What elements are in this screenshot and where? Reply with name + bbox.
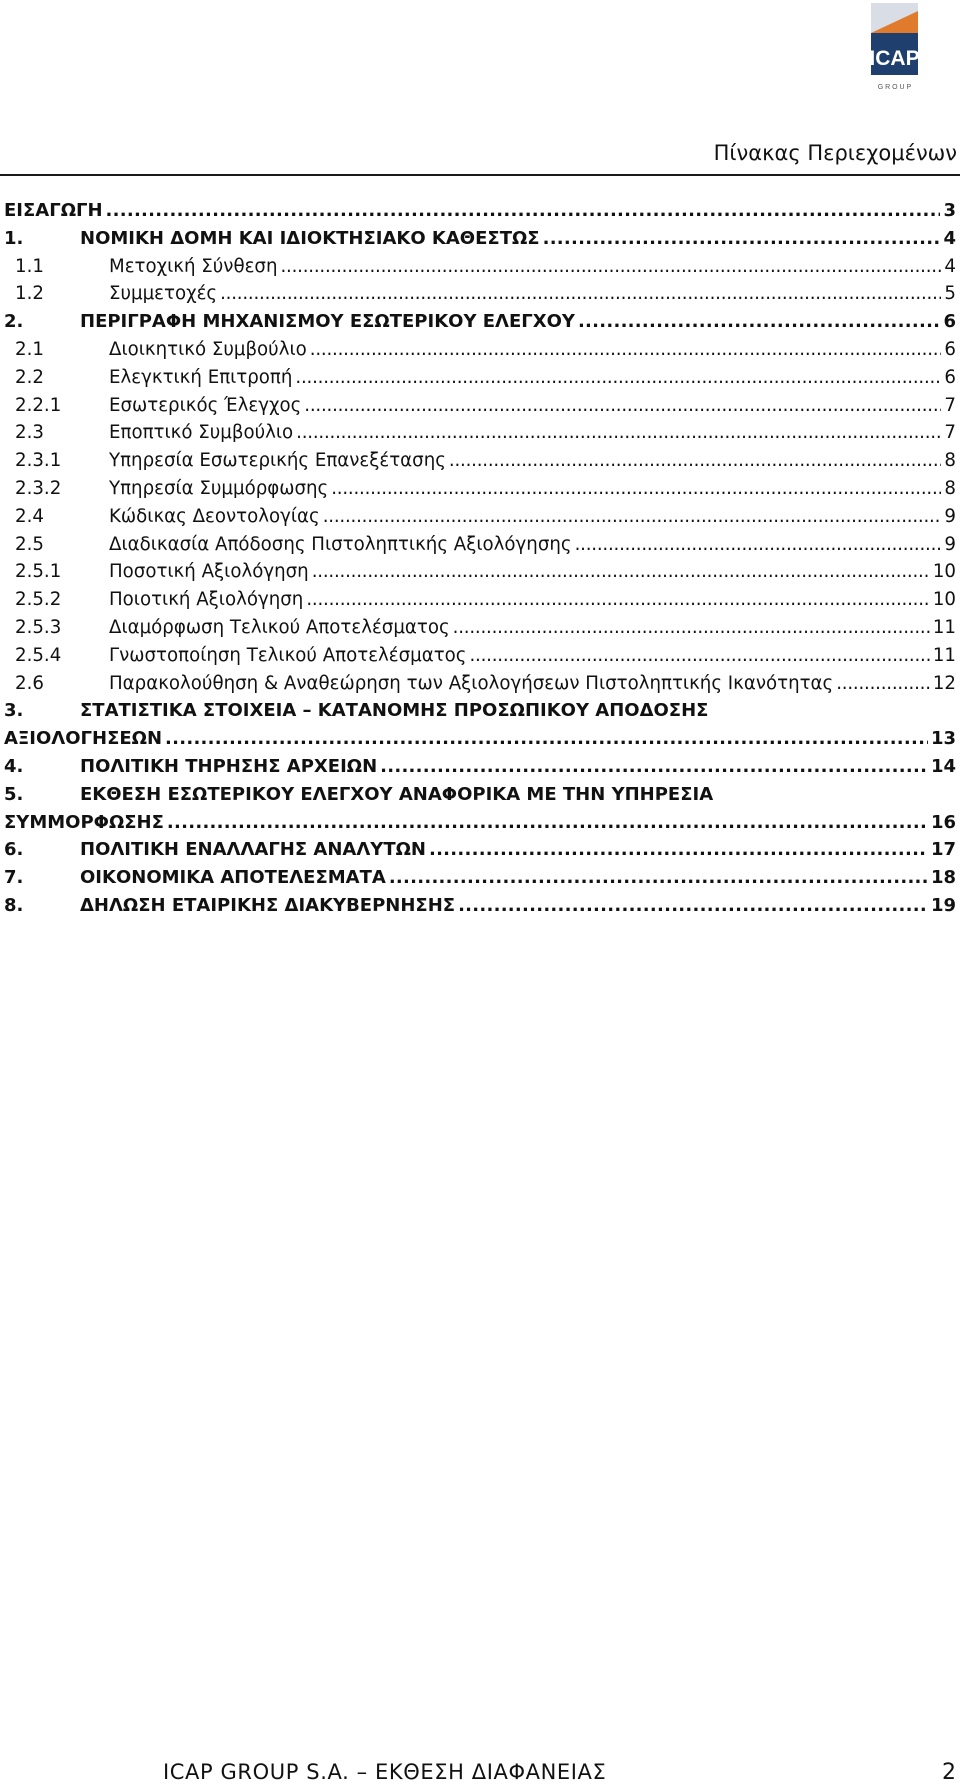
toc-number: 2.	[4, 311, 24, 333]
toc-page: 8	[944, 477, 956, 499]
toc-title: ΠΟΛΙΤΙΚΗ ΤΗΡΗΣΗΣ ΑΡΧΕΙΩΝ	[80, 755, 378, 777]
toc-page: 6	[944, 366, 956, 388]
toc-number: 2.5.4	[15, 644, 62, 666]
toc-number: 2.5	[15, 533, 44, 555]
toc-page: 19	[930, 894, 956, 916]
toc-entry[interactable]	[4, 531, 956, 559]
toc-entry[interactable]	[4, 558, 956, 586]
toc-page: 10	[932, 561, 956, 583]
header-rule	[0, 174, 960, 176]
toc-entry[interactable]	[4, 781, 956, 809]
toc-page: 6	[944, 338, 956, 360]
page-footer	[0, 1760, 960, 1788]
toc-entry[interactable]	[4, 364, 956, 392]
page-title: Πίνακας Περιεχομένων	[713, 141, 957, 165]
toc-title: Υπηρεσία Εσωτερικής Επανεξέτασης	[109, 450, 446, 472]
toc-leader	[306, 586, 930, 614]
toc-number: 8.	[4, 894, 24, 916]
toc-leader	[453, 614, 930, 642]
toc-leader	[280, 253, 941, 281]
toc-entry[interactable]	[4, 197, 956, 225]
toc-title: Διοικητικό Συμβούλιο	[109, 338, 307, 360]
toc-page: 9	[944, 505, 956, 527]
toc-number: 5.	[4, 783, 24, 805]
toc-entry[interactable]	[4, 503, 956, 531]
toc-number: 2.4	[15, 505, 44, 527]
toc-page: 9	[944, 533, 956, 555]
toc-leader	[165, 725, 928, 753]
toc-number: 2.2.1	[15, 394, 62, 416]
toc-title: ΠΟΛΙΤΙΚΗ ΕΝΑΛΛΑΓΗΣ ΑΝΑΛΥΤΩΝ	[80, 839, 426, 861]
toc-number: 2.5.2	[15, 589, 62, 611]
toc-leader	[304, 392, 941, 420]
toc-number: 6.	[4, 839, 24, 861]
toc-leader	[578, 308, 941, 336]
toc-entry[interactable]	[4, 670, 956, 698]
svg-text:G R O U P: G R O U P	[877, 84, 912, 91]
toc-page: 10	[932, 589, 956, 611]
table-of-contents	[4, 197, 956, 920]
toc-page: 4	[944, 255, 956, 277]
toc-page: 13	[930, 728, 956, 750]
toc-leader	[575, 531, 942, 559]
toc-page: 14	[930, 755, 956, 777]
toc-entry[interactable]	[4, 336, 956, 364]
toc-number: 2.5.3	[15, 616, 62, 638]
toc-number: 1.	[4, 227, 24, 249]
toc-entry-continuation[interactable]	[4, 725, 956, 753]
toc-entry[interactable]	[4, 892, 956, 920]
toc-title: Υπηρεσία Συμμόρφωσης	[109, 477, 329, 499]
toc-title: ΝΟΜΙΚΗ ΔΟΜΗ ΚΑΙ ΙΔΙΟΚΤΗΣΙΑΚΟ ΚΑΘΕΣΤΩΣ	[80, 227, 540, 249]
toc-leader	[295, 364, 941, 392]
toc-page: 17	[930, 839, 956, 861]
toc-title: Ποιοτική Αξιολόγηση	[109, 589, 304, 611]
toc-page: 11	[932, 616, 956, 638]
toc-entry[interactable]	[4, 280, 956, 308]
toc-leader	[543, 225, 941, 253]
toc-page: 18	[930, 867, 956, 889]
toc-number: 2.3.2	[15, 477, 62, 499]
toc-number: 2.1	[15, 338, 44, 360]
toc-leader	[312, 558, 930, 586]
toc-leader	[389, 864, 928, 892]
toc-leader	[429, 836, 928, 864]
toc-leader	[220, 280, 941, 308]
toc-title: Ποσοτική Αξιολόγηση	[109, 561, 309, 583]
footer-text: ICAP GROUP S.A. – ΕΚΘΕΣΗ ΔΙΑΦΑΝΕΙΑΣ	[163, 1760, 607, 1784]
icap-logo	[871, 3, 918, 94]
toc-number: 7.	[4, 867, 24, 889]
toc-number: 2.5.1	[15, 561, 62, 583]
toc-leader	[310, 336, 942, 364]
toc-page: 8	[944, 450, 956, 472]
toc-leader	[331, 475, 941, 503]
toc-title: Εποπτικό Συμβούλιο	[109, 422, 294, 444]
toc-page: 6	[943, 311, 956, 333]
toc-entry[interactable]	[4, 864, 956, 892]
toc-page: 4	[943, 227, 956, 249]
toc-page: 16	[930, 811, 956, 833]
toc-entry[interactable]	[4, 447, 956, 475]
toc-leader	[469, 642, 929, 670]
toc-page: 5	[944, 283, 956, 305]
toc-number: 2.3	[15, 422, 44, 444]
toc-title: ΣΤΑΤΙΣΤΙΚΑ ΣΤΟΙΧΕΙΑ – ΚΑΤΑΝΟΜΗΣ ΠΡΟΣΩΠΙΚΟΥ ΑΠΟΔΟΣΗΣ	[80, 700, 709, 722]
toc-leader	[836, 670, 930, 698]
toc-number: 1.1	[15, 255, 44, 277]
toc-page: 7	[944, 422, 956, 444]
toc-entry[interactable]	[4, 225, 956, 253]
toc-title: Συμμετοχές	[109, 283, 218, 305]
toc-page: 11	[932, 644, 956, 666]
toc-title-continued: ΣΥΜΜΟΡΦΩΣΗΣ	[4, 811, 164, 833]
toc-entry[interactable]	[4, 419, 956, 447]
toc-entry[interactable]	[4, 586, 956, 614]
toc-number: 2.2	[15, 366, 44, 388]
toc-title: Διαδικασία Απόδοσης Πιστοληπτικής Αξιολόγησης	[109, 533, 572, 555]
toc-page: 7	[944, 394, 956, 416]
toc-entry[interactable]	[4, 836, 956, 864]
toc-entry[interactable]	[4, 475, 956, 503]
toc-entry-continuation[interactable]	[4, 809, 956, 837]
toc-title: Εσωτερικός Έλεγχος	[109, 394, 302, 416]
toc-entry[interactable]	[4, 614, 956, 642]
toc-entry[interactable]	[4, 642, 956, 670]
svg-text:ICAP: ICAP	[871, 47, 918, 70]
toc-number: 2.3.1	[15, 450, 62, 472]
toc-title: ΟΙΚΟΝΟΜΙΚΑ ΑΠΟΤΕΛΕΣΜΑΤΑ	[80, 867, 386, 889]
toc-number: 1.2	[15, 283, 44, 305]
toc-title-continued: ΑΞΙΟΛΟΓΗΣΕΩΝ	[4, 728, 163, 750]
toc-page: 12	[932, 672, 956, 694]
toc-entry[interactable]	[4, 253, 956, 281]
toc-number: 2.6	[15, 672, 44, 694]
toc-entry[interactable]	[4, 308, 956, 336]
toc-entry[interactable]	[4, 753, 956, 781]
toc-leader	[449, 447, 942, 475]
toc-title: Ελεγκτική Επιτροπή	[109, 366, 293, 388]
toc-leader	[380, 753, 928, 781]
toc-title: Παρακολούθηση & Αναθεώρηση των Αξιολογήσεων Πιστοληπτικής Ικανότητας	[109, 672, 834, 694]
toc-title: Διαμόρφωση Τελικού Αποτελέσματος	[109, 616, 450, 638]
toc-entry[interactable]	[4, 392, 956, 420]
toc-title: ΔΗΛΩΣΗ ΕΤΑΙΡΙΚΗΣ ΔΙΑΚΥΒΕΡΝΗΣΗΣ	[80, 894, 456, 916]
toc-title: Κώδικας Δεοντολογίας	[109, 505, 320, 527]
toc-leader	[167, 809, 928, 837]
toc-title: ΕΙΣΑΓΩΓΗ	[4, 200, 103, 221]
toc-number: 4.	[4, 755, 24, 777]
toc-page: 3	[943, 200, 956, 221]
toc-leader	[296, 419, 941, 447]
footer-page-number: 2	[942, 1760, 956, 1785]
toc-leader	[106, 197, 941, 225]
toc-leader	[458, 892, 928, 920]
toc-title: Γνωστοποίηση Τελικού Αποτελέσματος	[109, 644, 467, 666]
toc-number: 3.	[4, 700, 24, 722]
toc-leader	[323, 503, 942, 531]
toc-title: ΕΚΘΕΣΗ ΕΣΩΤΕΡΙΚΟΥ ΕΛΕΓΧΟΥ ΑΝΑΦΟΡΙΚΑ ΜΕ ΤΗΝ ΥΠΗΡΕΣΙΑ	[80, 783, 714, 805]
toc-entry[interactable]	[4, 697, 956, 725]
toc-title: Μετοχική Σύνθεση	[109, 255, 278, 277]
toc-title: ΠΕΡΙΓΡΑΦΗ ΜΗΧΑΝΙΣΜΟΥ ΕΣΩΤΕΡΙΚΟΥ ΕΛΕΓΧΟΥ	[80, 311, 575, 333]
